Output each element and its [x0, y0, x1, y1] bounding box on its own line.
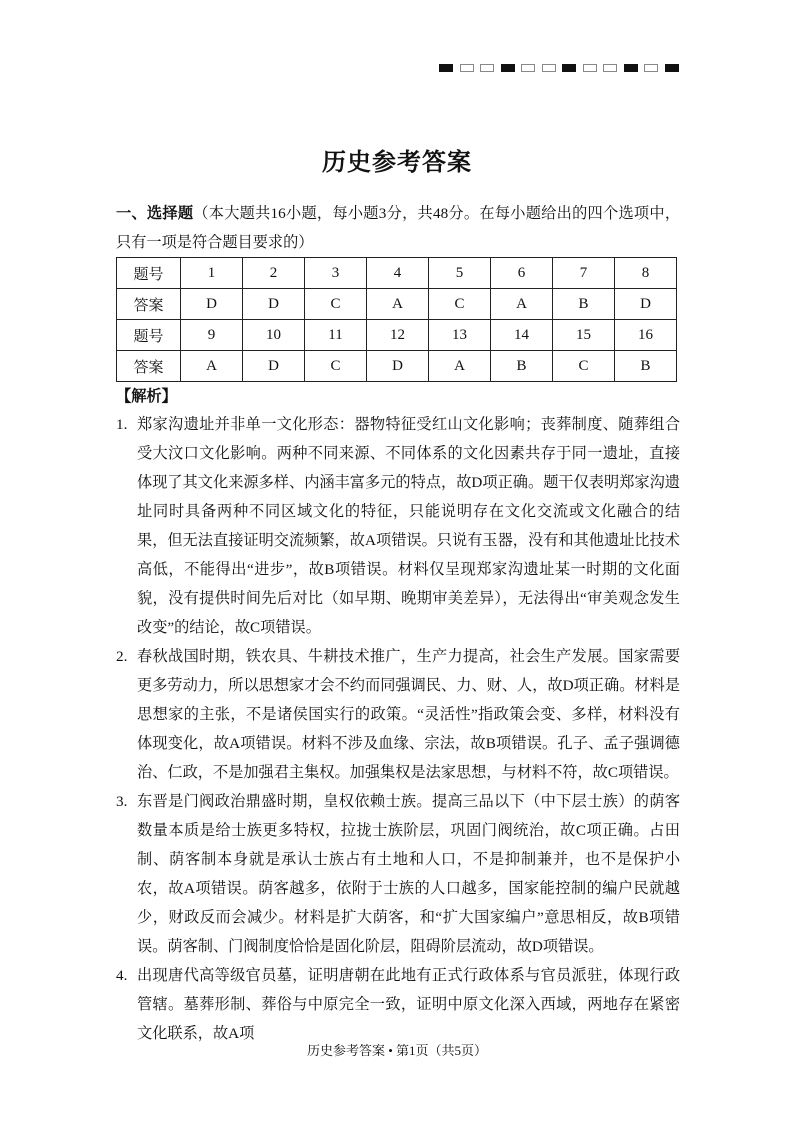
table-cell: 16 — [615, 320, 677, 351]
header-marks — [439, 64, 679, 72]
analysis-item — [116, 410, 680, 642]
table-cell: A — [181, 351, 243, 382]
analysis-item — [116, 787, 680, 961]
table-cell: D — [181, 289, 243, 320]
registration-mark — [644, 64, 658, 72]
item-number: 4. — [116, 967, 128, 984]
item-text: 春秋战国时期，铁农具、牛耕技术推广，生产力提高，社会生产发展。国家需要更多劳动力，所以思想家才会不约而同强调民、力、财、人，故D项正确。材料是思想家的主张，不是诸侯国实行的政策。“灵活性”指政策会变、多样，材料没有体现变化，故A项错误。材料不涉及血缘、宗法，故B项错误。孔子、孟子强调德治、仁政，不是加强君主集权。加强集权是法家思想，与材料不符，故C项错误。 — [137, 648, 680, 781]
table-cell: 5 — [429, 258, 491, 289]
registration-mark — [439, 64, 453, 72]
table-cell: A — [491, 289, 553, 320]
table-cell: C — [429, 289, 491, 320]
table-cell: A — [367, 289, 429, 320]
item-number: 3. — [116, 793, 128, 810]
registration-mark — [521, 64, 535, 72]
table-cell: 2 — [243, 258, 305, 289]
table-cell: D — [367, 351, 429, 382]
table-cell: 7 — [553, 258, 615, 289]
item-number: 2. — [116, 648, 128, 665]
registration-mark — [583, 64, 597, 72]
table-cell: 4 — [367, 258, 429, 289]
registration-mark — [603, 64, 617, 72]
table-cell: 10 — [243, 320, 305, 351]
item-text: 郑家沟遗址并非单一文化形态：器物特征受红山文化影响；丧葬制度、随葬组合受大汶口文化影响。两种不同来源、不同体系的文化因素共存于同一遗址，直接体现了其文化来源多样、内涵丰富多元的特点，故D项正确。题干仅表明郑家沟遗址同时具备两种不同区域文化的特征，只能说明存在文化交流或文化融合的结果，但无法直接证明交流频繁，故A项错误。只说有玉器，没有和其他遗址比技术高低，不能得出“进步”，故B项错误。材料仅呈现郑家沟遗址某一时期的文化面貌，没有提供时间先后对比（如早期、晚期审美差异），无法得出“审美观念发生改变”的结论，故C项错误。 — [137, 416, 680, 636]
row-header-cell: 答案 — [117, 351, 181, 382]
registration-mark — [501, 64, 515, 72]
registration-mark — [624, 64, 638, 72]
table-cell: C — [305, 351, 367, 382]
page-footer: 历史参考答案 • 第1页（共5页） — [306, 1043, 488, 1058]
table-cell: C — [305, 289, 367, 320]
item-number: 1. — [116, 416, 128, 433]
answer-table — [116, 257, 677, 382]
table-cell: B — [491, 351, 553, 382]
registration-mark — [562, 64, 576, 72]
table-cell: A — [429, 351, 491, 382]
table-cell: 14 — [491, 320, 553, 351]
page-title: 历史参考答案 — [322, 150, 472, 176]
table-cell: 1 — [181, 258, 243, 289]
table-cell: 12 — [367, 320, 429, 351]
table-cell: 9 — [181, 320, 243, 351]
table-row — [117, 258, 677, 289]
registration-mark — [460, 64, 474, 72]
table-cell: 8 — [615, 258, 677, 289]
section-description: （本大题共16小题，每小题3分，共48分。在每小题给出的四个选项中，只有一项是符合题目要求的） — [116, 205, 681, 251]
section-intro — [116, 199, 680, 257]
section-heading: 一、选择题 — [116, 205, 194, 222]
row-header-cell: 答案 — [117, 289, 181, 320]
analysis-item — [116, 642, 680, 787]
registration-mark — [542, 64, 556, 72]
registration-mark — [480, 64, 494, 72]
table-cell: 3 — [305, 258, 367, 289]
table-row — [117, 320, 677, 351]
row-header-cell: 题号 — [117, 320, 181, 351]
analysis-heading: 【解析】 — [116, 388, 177, 405]
table-cell: D — [243, 289, 305, 320]
item-text: 东晋是门阀政治鼎盛时期，皇权依赖士族。提高三品以下（中下层士族）的荫客数量本质是给士族更多特权，拉拢士族阶层，巩固门阀统治，故C项正确。占田制、荫客制本身就是承认士族占有土地和人口，不是抑制兼并，也不是保护小农，故A项错误。荫客越多，依附于士族的人口越多，国家能控制的编户民就越少，财政反而会减少。材料是扩大荫客，和“扩大国家编户”意思相反，故B项错误。荫客制、门阀制度恰恰是固化阶层，阻碍阶层流动，故D项错误。 — [137, 793, 680, 955]
item-text: 出现唐代高等级官员墓，证明唐朝在此地有正式行政体系与官员派驻，体现行政管辖。墓葬形制、葬俗与中原完全一致，证明中原文化深入西域，两地存在紧密文化联系，故A项 — [137, 967, 680, 1042]
table-cell: D — [243, 351, 305, 382]
analysis-list — [116, 410, 680, 1048]
table-cell: D — [615, 289, 677, 320]
table-cell: C — [553, 351, 615, 382]
table-cell: B — [615, 351, 677, 382]
table-cell: 15 — [553, 320, 615, 351]
table-cell: 6 — [491, 258, 553, 289]
table-row — [117, 351, 677, 382]
table-cell: 11 — [305, 320, 367, 351]
row-header-cell: 题号 — [117, 258, 181, 289]
registration-mark — [665, 64, 679, 72]
table-cell: B — [553, 289, 615, 320]
table-cell: 13 — [429, 320, 491, 351]
analysis-item — [116, 961, 680, 1048]
table-row — [117, 289, 677, 320]
